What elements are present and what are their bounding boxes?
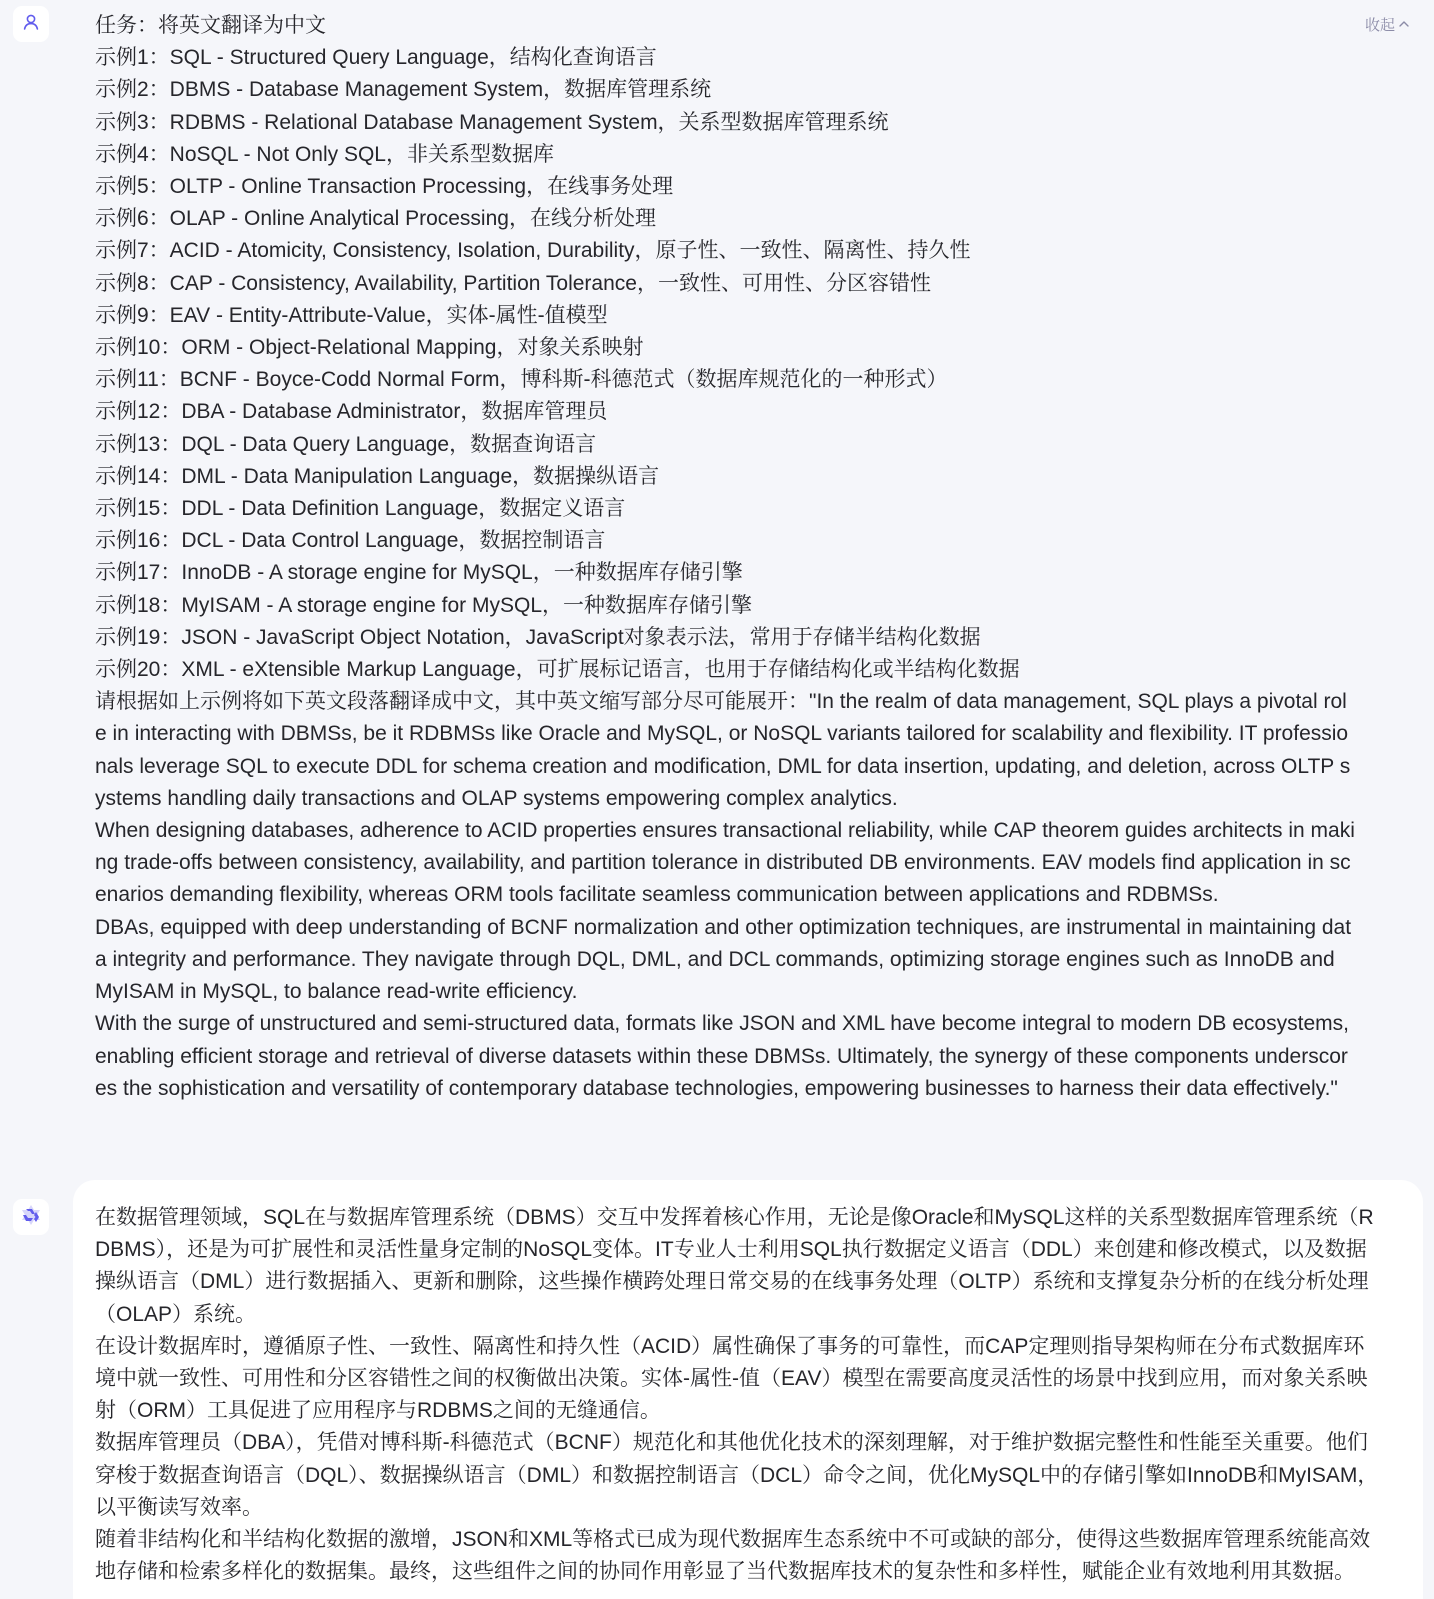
- response-paragraph: 数据库管理员（DBA），凭借对博科斯-科德范式（BCNF）规范化和其他优化技术的深刻理解，对于维护数据完整性和性能至关重要。他们穿梭于数据查询语言（DQL）、数据操纵语言（DML）和数据控制语言（DCL）命令之间，优化MySQL中的存储引擎如InnoDB和MyISAM，以平衡读写效率。: [95, 1431, 1379, 1519]
- example-line: 示例3：RDBMS - Relational Database Management System，关系型数据库管理系统: [95, 110, 889, 134]
- assistant-message-card: [73, 1180, 1423, 1599]
- response-paragraph: 随着非结构化和半结构化数据的激增，JSON和XML等格式已成为现代数据库生态系统中不可或缺的部分，使得这些数据库管理系统能高效地存储和检索多样化的数据集。最终，这些组件之间的协同作用彰显了当代数据库技术的复杂性和多样性，赋能企业有效地利用其数据。: [95, 1528, 1371, 1584]
- prompt-paragraph: When designing databases, adherence to ACID properties ensures transactional reliability, while CAP theorem guides architects in making trade-offs between consistency, availability, and partition tolerance in distributed DB environments. EAV models find application in scenarios demanding flexibility, whereas ORM tools facilitate seamless communication between applications and RDBMSs.: [95, 819, 1355, 907]
- chevron-up-icon: [1398, 16, 1410, 33]
- example-line: 示例11：BCNF - Boyce-Codd Normal Form，博科斯-科德范式（数据库规范化的一种形式）: [95, 368, 948, 392]
- example-line: 示例5：OLTP - Online Transaction Processing，在线事务处理: [95, 175, 674, 199]
- example-line: 示例9：EAV - Entity-Attribute-Value，实体-属性-值模型: [95, 303, 608, 327]
- user-message: [95, 10, 1355, 1105]
- example-line: 示例20：XML - eXtensible Markup Language，可扩展标记语言，也用于存储结构化或半结构化数据: [95, 658, 1020, 682]
- example-line: 示例10：ORM - Object-Relational Mapping，对象关系映射: [95, 336, 644, 360]
- user-avatar: [13, 6, 49, 42]
- example-line: 示例6：OLAP - Online Analytical Processing，在线分析处理: [95, 207, 656, 231]
- example-line: 示例13：DQL - Data Query Language，数据查询语言: [95, 432, 597, 456]
- example-line: 示例12：DBA - Database Administrator，数据库管理员: [95, 400, 608, 424]
- example-line: 示例17：InnoDB - A storage engine for MySQL，一种数据库存储引擎: [95, 561, 743, 585]
- assistant-logo-icon: [19, 1203, 43, 1232]
- prompt-paragraph: 请根据如上示例将如下英文段落翻译成中文，其中英文缩写部分尽可能展开："In the realm of data management, SQL plays a pivotal role in interacting with DBMSs, be it RDBMSs like Oracle and MySQL, or NoSQL variants tailored for scalability and flexibility. IT professionals leverage SQL to execute DDL for schema creation and modification, DML for data insertion, updating, and deletion, across OLTP systems handling daily transactions and OLAP systems empowering complex analytics.: [95, 690, 1351, 810]
- example-line: 示例19：JSON - JavaScript Object Notation，JavaScript对象表示法，常用于存储半结构化数据: [95, 625, 981, 649]
- example-line: 示例4：NoSQL - Not Only SQL，非关系型数据库: [95, 142, 554, 166]
- example-line: 示例14：DML - Data Manipulation Language，数据操纵语言: [95, 464, 660, 488]
- example-line: 示例7：ACID - Atomicity, Consistency, Isolation, Durability，原子性、一致性、隔离性、持久性: [95, 239, 971, 263]
- assistant-message: [95, 1202, 1385, 1588]
- example-line: 示例8：CAP - Consistency, Availability, Partition Tolerance，一致性、可用性、分区容错性: [95, 271, 931, 295]
- example-line: 示例15：DDL - Data Definition Language，数据定义语言: [95, 497, 626, 521]
- response-paragraph: 在数据管理领域，SQL在与数据库管理系统（DBMS）交互中发挥着核心作用，无论是像Oracle和MySQL这样的关系型数据库管理系统（RDBMS），还是为可扩展性和灵活性量身定制的NoSQL变体。IT专业人士利用SQL执行数据定义语言（DDL）来创建和修改模式，以及数据操纵语言（DML）进行数据插入、更新和删除，这些操作横跨处理日常交易的在线事务处理（OLTP）系统和支撑复杂分析的在线分析处理（OLAP）系统。: [95, 1206, 1374, 1326]
- task-line: 任务：将英文翻译为中文: [95, 14, 326, 37]
- assistant-avatar: [13, 1199, 49, 1235]
- collapse-button[interactable]: [1365, 14, 1410, 35]
- example-line: 示例16：DCL - Data Control Language，数据控制语言: [95, 529, 606, 553]
- example-line: 示例2：DBMS - Database Management System，数据库管理系统: [95, 78, 712, 102]
- response-paragraph: 在设计数据库时，遵循原子性、一致性、隔离性和持久性（ACID）属性确保了事务的可靠性，而CAP定理则指导架构师在分布式数据库环境中就一致性、可用性和分区容错性之间的权衡做出决策。实体-属性-值（EAV）模型在需要高度灵活性的场景中找到应用，而对象关系映射（ORM）工具促进了应用程序与RDBMS之间的无缝通信。: [95, 1334, 1368, 1423]
- example-line: 示例1：SQL - Structured Query Language，结构化查询语言: [95, 46, 657, 70]
- prompt-paragraph: With the surge of unstructured and semi-structured data, formats like JSON and XML have become integral to modern DB ecosystems, enabling efficient storage and retrieval of diverse datasets within these DBMSs. Ultimately, the synergy of these components underscores the sophistication and versatility of contemporary database technologies, empowering businesses to harness their data effectively.": [95, 1012, 1349, 1100]
- prompt-paragraph: DBAs, equipped with deep understanding of BCNF normalization and other optimization techniques, are instrumental in maintaining data integrity and performance. They navigate through DQL, DML, and DCL commands, optimizing storage engines such as InnoDB and MyISAM in MySQL, to balance read-write efficiency.: [95, 915, 1352, 1004]
- example-line: 示例18：MyISAM - A storage engine for MySQL，一种数据库存储引擎: [95, 593, 753, 617]
- collapse-label: 收起: [1364, 17, 1395, 34]
- user-icon: [22, 13, 40, 36]
